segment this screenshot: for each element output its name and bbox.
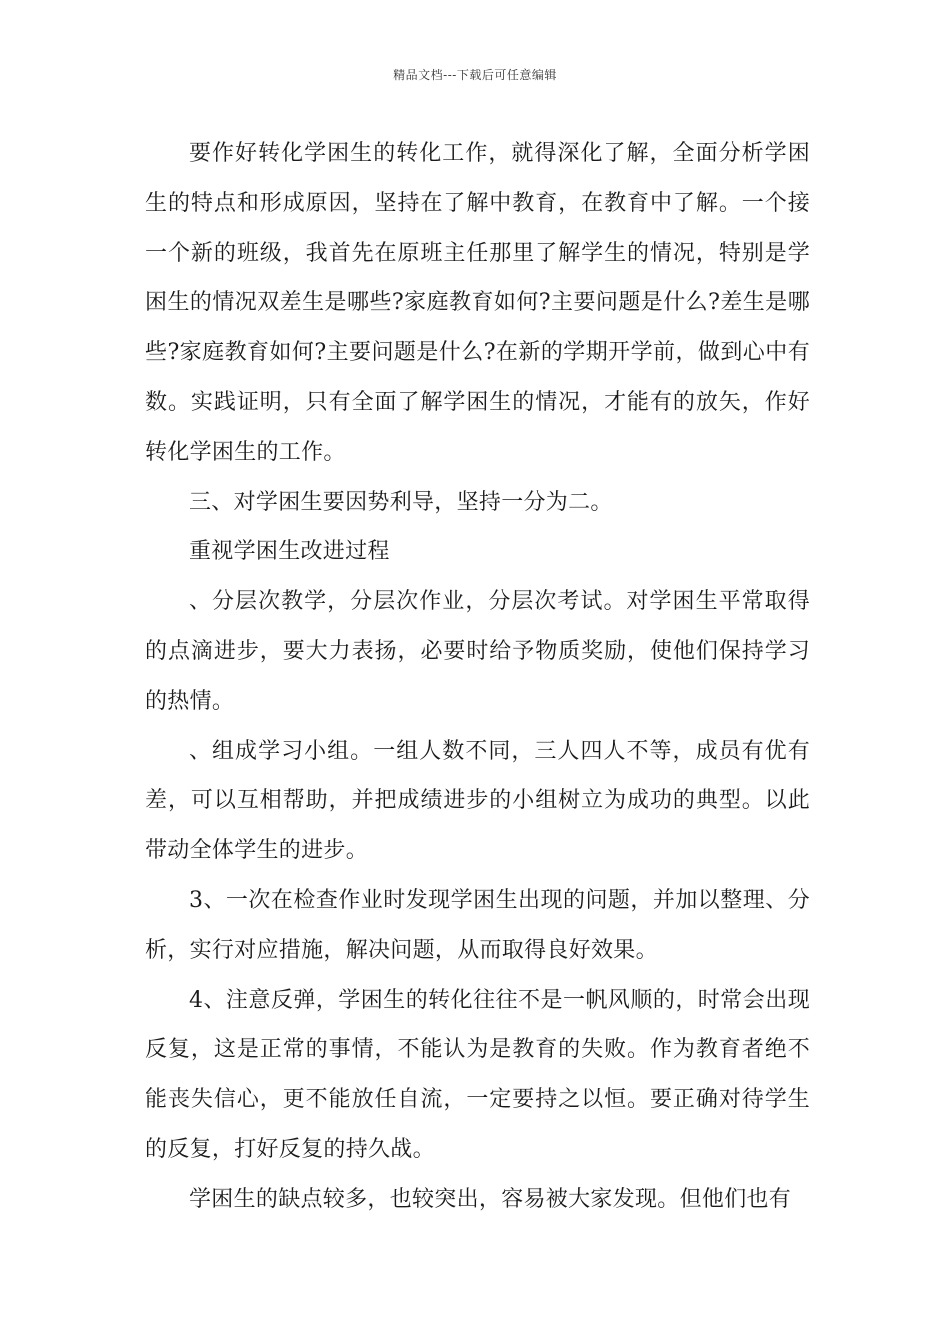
document-body xyxy=(145,129,810,1225)
subheading: 重视学困生改进过程 xyxy=(189,539,390,565)
paragraph: 、分层次教学，分层次作业，分层次考试。对学困生平常取得的点滴进步，要大力表扬，必要时给予物质奖励，使他们保持学习的热情。 xyxy=(145,589,810,714)
paragraph: 要作好转化学困生的转化工作，就得深化了解，全面分析学困生的特点和形成原因，坚持在了解中教育，在教育中了解。一个接一个新的班级，我首先在原班主任那里了解学生的情况，特别是学困生的情况双差生是哪些?家庭教育如何?主要问题是什么?差生是哪些?家庭教育如何?主要问题是什么?在新的学期开学前，做到心中有数。实践证明，只有全面了解学困生的情况，才能有的放矢，作好转化学困生的工作。 xyxy=(145,141,810,465)
page-header: 精品文档---下载后可任意编辑 xyxy=(393,68,557,82)
paragraph: 4、注意反弹，学困生的转化往往不是一帆风顺的，时常会出现反复，这是正常的事情，不能认为是教育的失败。作为教育者绝不能丧失信心，更不能放任自流，一定要持之以恒。要正确对待学生的反复，打好反复的持久战。 xyxy=(145,987,810,1162)
paragraph: 、组成学习小组。一组人数不同，三人四人不等，成员有优有差，可以互相帮助，并把成绩进步的小组树立为成功的典型。以此带动全体学生的进步。 xyxy=(145,738,810,864)
paragraph: 学困生的缺点较多，也较突出，容易被大家发现。但他们也有 xyxy=(189,1186,792,1212)
section-heading: 三、对学困生要因势利导，坚持一分为二。 xyxy=(189,489,613,515)
paragraph: 3、一次在检查作业时发现学困生出现的问题，并加以整理、分析，实行对应措施，解决问题，从而取得良好效果。 xyxy=(145,887,810,963)
